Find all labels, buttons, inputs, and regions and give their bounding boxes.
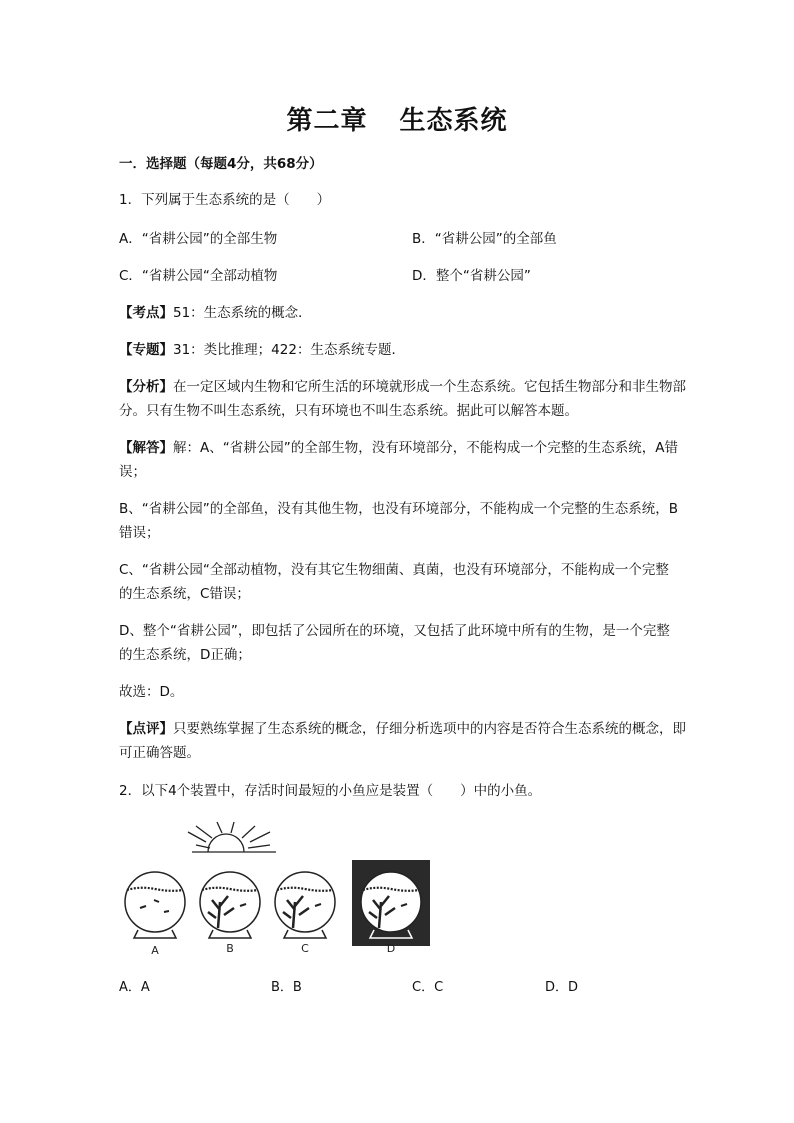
zhuanti-text: 31：类比推理；422：生态系统专题． — [173, 342, 405, 358]
section-heading: 一．选择题（每题4分，共68分） — [119, 156, 323, 172]
chapter-name: 生态系统 — [399, 106, 508, 136]
tank-b — [200, 872, 260, 938]
fig-label-c: C — [301, 942, 309, 955]
tank-d — [352, 860, 430, 946]
fig-label-b: B — [226, 942, 234, 955]
jieda-text: 解：A、“省耕公园”的全部生物，没有环境部分，不能构成一个完整的生态系统，A错误； — [119, 440, 678, 480]
q1-option-a: A．“省耕公园”的全部生物 — [119, 231, 278, 247]
question-1-stem: 1．下列属于生态系统的是（ ） — [119, 192, 331, 208]
fig-label-d: D — [386, 942, 396, 955]
analysis-d: D、整个“省耕公园”，即包括了公园所在的环境，又包括了此环境中所有的生物，是一个完整的生态系统，D正确； — [119, 623, 670, 663]
q1-option-b: B．“省耕公园”的全部鱼 — [412, 231, 557, 247]
q2-option-b: B．B — [271, 980, 302, 995]
jieda-paragraph — [119, 436, 697, 484]
fish-tank-figure — [120, 820, 450, 960]
zhuanti-tag: 【专题】 — [119, 342, 173, 358]
analysis-c: C、“省耕公园“全部动植物，没有其它生物细菌、真菌，也没有环境部分，不能构成一个完整的生态系统，C错误； — [119, 562, 669, 602]
q2-option-a: A．A — [119, 980, 150, 995]
dianping-text: 只要熟练掌握了生态系统的概念，仔细分析选项中的内容是否符合生态系统的概念，即可正确答题。 — [119, 721, 686, 761]
zhuanti-line — [119, 338, 405, 362]
tank-a — [125, 872, 185, 938]
dianping-tag: 【点评】 — [119, 721, 173, 737]
kaodian-line — [119, 301, 312, 325]
q1-option-c: C．“省耕公园“全部动植物 — [119, 268, 278, 284]
q1-option-d: D．整个“省耕公园” — [412, 268, 531, 284]
dianping-paragraph — [119, 717, 691, 765]
kaodian-tag: 【考点】 — [119, 305, 173, 321]
q2-option-d: D．D — [545, 980, 579, 995]
fig-label-a: A — [151, 944, 159, 957]
kaodian-text: 51：生态系统的概念． — [173, 305, 312, 321]
fenxi-text: 在一定区域内生物和它所生活的环境就形成一个生态系统。它包括生物部分和非生物部分。只有生物不叫生态系统，只有环境也不叫生态系统。据此可以解答本题。 — [119, 379, 686, 419]
chapter-number: 第二章 — [286, 106, 368, 136]
q2-option-c: C．C — [412, 980, 444, 995]
sun-icon — [188, 822, 276, 852]
question-2-stem: 2．以下4个装置中，存活时间最短的小鱼应是装置（ ）中的小鱼。 — [119, 783, 542, 799]
fenxi-paragraph — [119, 375, 689, 423]
analysis-b: B、“省耕公园”的全部鱼，没有其他生物，也没有环境部分，不能构成一个完整的生态系统，B错误； — [119, 501, 679, 541]
answer-line: 故选：D。 — [119, 684, 184, 700]
chapter-title — [0, 100, 794, 137]
jieda-tag: 【解答】 — [119, 440, 173, 456]
fenxi-tag: 【分析】 — [119, 379, 173, 395]
tank-c — [275, 872, 335, 938]
